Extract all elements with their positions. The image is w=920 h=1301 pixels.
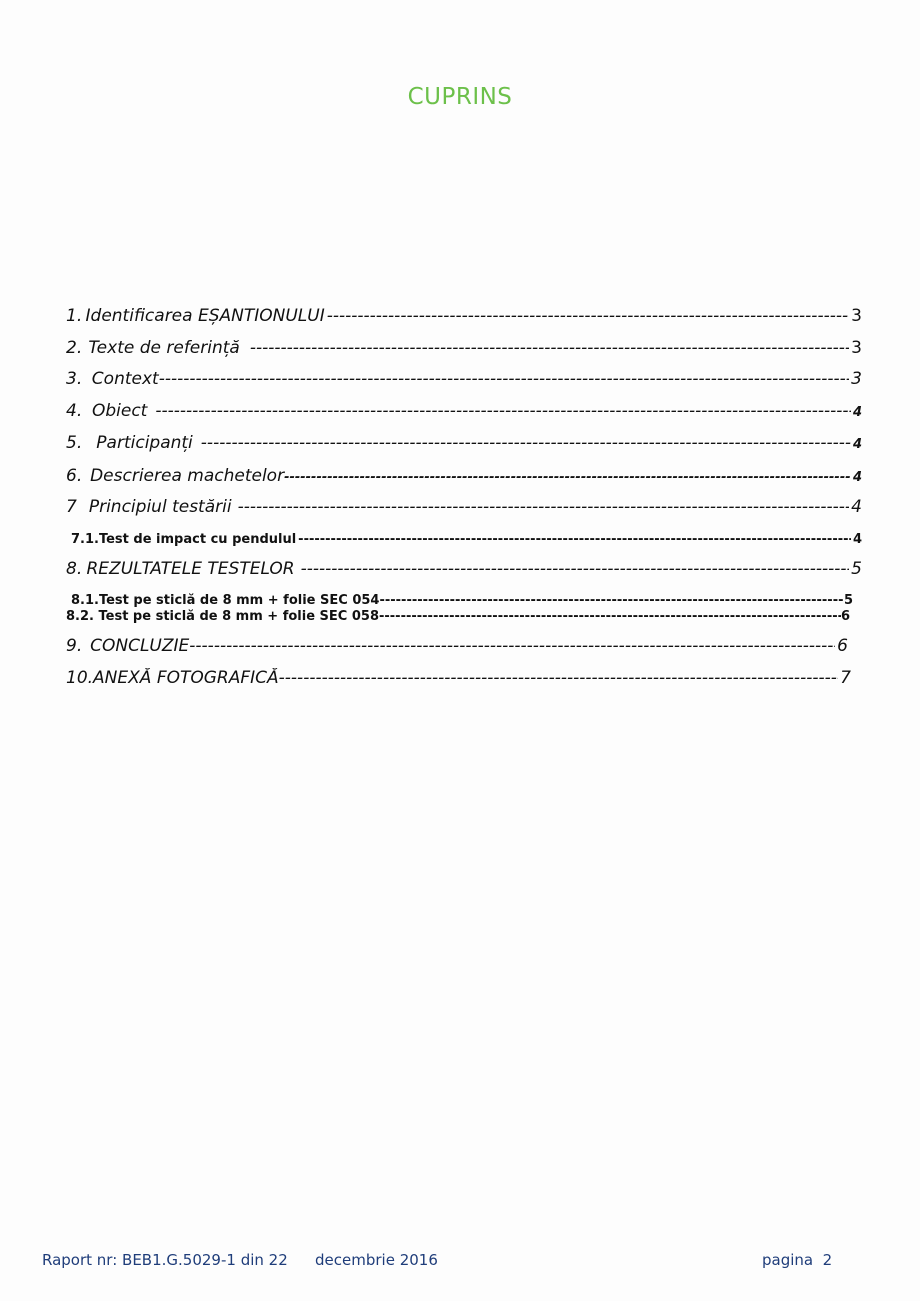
- toc-page: 6: [837, 636, 848, 656]
- toc-page: 5: [851, 559, 862, 579]
- toc-page: 4: [851, 497, 862, 517]
- toc-page: 3: [851, 338, 862, 358]
- toc-label: Descrierea machetelor: [90, 466, 285, 486]
- toc-number: 4.: [66, 401, 83, 421]
- toc-page: 4: [852, 532, 862, 547]
- toc-leader: [201, 433, 851, 453]
- toc-page: 6: [840, 609, 850, 624]
- toc-number: 10.: [66, 668, 94, 688]
- toc-leader: [379, 609, 841, 624]
- toc-entry-8-2[interactable]: [66, 609, 850, 624]
- footer-page-number: pagina 2: [762, 1251, 833, 1269]
- toc-page: 5: [843, 593, 853, 608]
- toc-label: Participanți: [96, 433, 193, 453]
- toc-number: 9.: [66, 636, 83, 656]
- toc-page: 4: [852, 405, 862, 420]
- toc-leader: [301, 559, 850, 579]
- toc-label: 8.1.Test pe sticlă de 8 mm + folie SEC 054: [71, 593, 380, 608]
- toc-label: Obiect: [91, 401, 148, 421]
- toc-label: 8.2. Test pe sticlă de 8 mm + folie SEC 058: [66, 609, 379, 624]
- toc-entry-5[interactable]: [66, 433, 862, 453]
- toc-leader: [279, 668, 839, 688]
- toc-label: Principiul testării: [88, 497, 232, 517]
- toc-page: 4: [852, 470, 862, 485]
- toc-entry-9[interactable]: [66, 636, 848, 656]
- footer-date: decembrie 2016: [315, 1251, 438, 1269]
- toc-number: 5.: [66, 433, 83, 453]
- toc-page: 3: [851, 306, 862, 326]
- toc-entry-2[interactable]: [66, 338, 862, 358]
- toc-label: Identificarea EȘANTIONULUI: [85, 306, 325, 326]
- toc-number: 2.: [66, 338, 83, 358]
- page-title: CUPRINS: [407, 84, 513, 110]
- toc-page: 7: [840, 668, 851, 688]
- toc-leader: [189, 636, 835, 656]
- toc-label: ANEXĂ FOTOGRAFICĂ: [93, 668, 279, 688]
- toc-leader: [250, 338, 849, 358]
- toc-entry-1[interactable]: [66, 306, 862, 326]
- toc-leader: [284, 470, 851, 485]
- toc-label: CONCLUZIE: [90, 636, 190, 656]
- toc-number: 1.: [66, 306, 83, 326]
- toc-label: Context: [91, 369, 159, 389]
- toc-entry-8-1[interactable]: [71, 593, 853, 608]
- footer-report-number: Raport nr: BEB1.G.5029-1 din 22: [42, 1251, 288, 1269]
- toc-label: REZULTATELE TESTELOR: [86, 559, 295, 579]
- toc-entry-6[interactable]: [66, 466, 862, 486]
- toc-leader: [155, 401, 851, 421]
- toc-entry-4[interactable]: [66, 401, 862, 421]
- toc-leader: [327, 306, 849, 326]
- toc-number: 7: [66, 497, 77, 517]
- toc-label: Texte de referință: [88, 338, 240, 358]
- toc-entry-8[interactable]: [66, 559, 862, 579]
- toc-entry-3[interactable]: [66, 369, 862, 389]
- toc-number: 8.: [66, 559, 83, 579]
- toc-number: 6.: [66, 466, 83, 486]
- toc-leader: [298, 532, 851, 547]
- toc-page: 3: [851, 369, 862, 389]
- toc-entry-10[interactable]: [66, 668, 851, 688]
- toc-label: Test de impact cu pendulul: [98, 532, 297, 547]
- toc-leader: [159, 369, 849, 389]
- toc-number: 3.: [66, 369, 83, 389]
- toc-page: 4: [852, 437, 862, 452]
- toc-leader: [379, 593, 843, 608]
- toc-number: 7.1.: [71, 532, 99, 547]
- toc-entry-7-1[interactable]: [71, 532, 862, 547]
- toc-entry-7[interactable]: [66, 497, 862, 517]
- toc-leader: [238, 497, 850, 517]
